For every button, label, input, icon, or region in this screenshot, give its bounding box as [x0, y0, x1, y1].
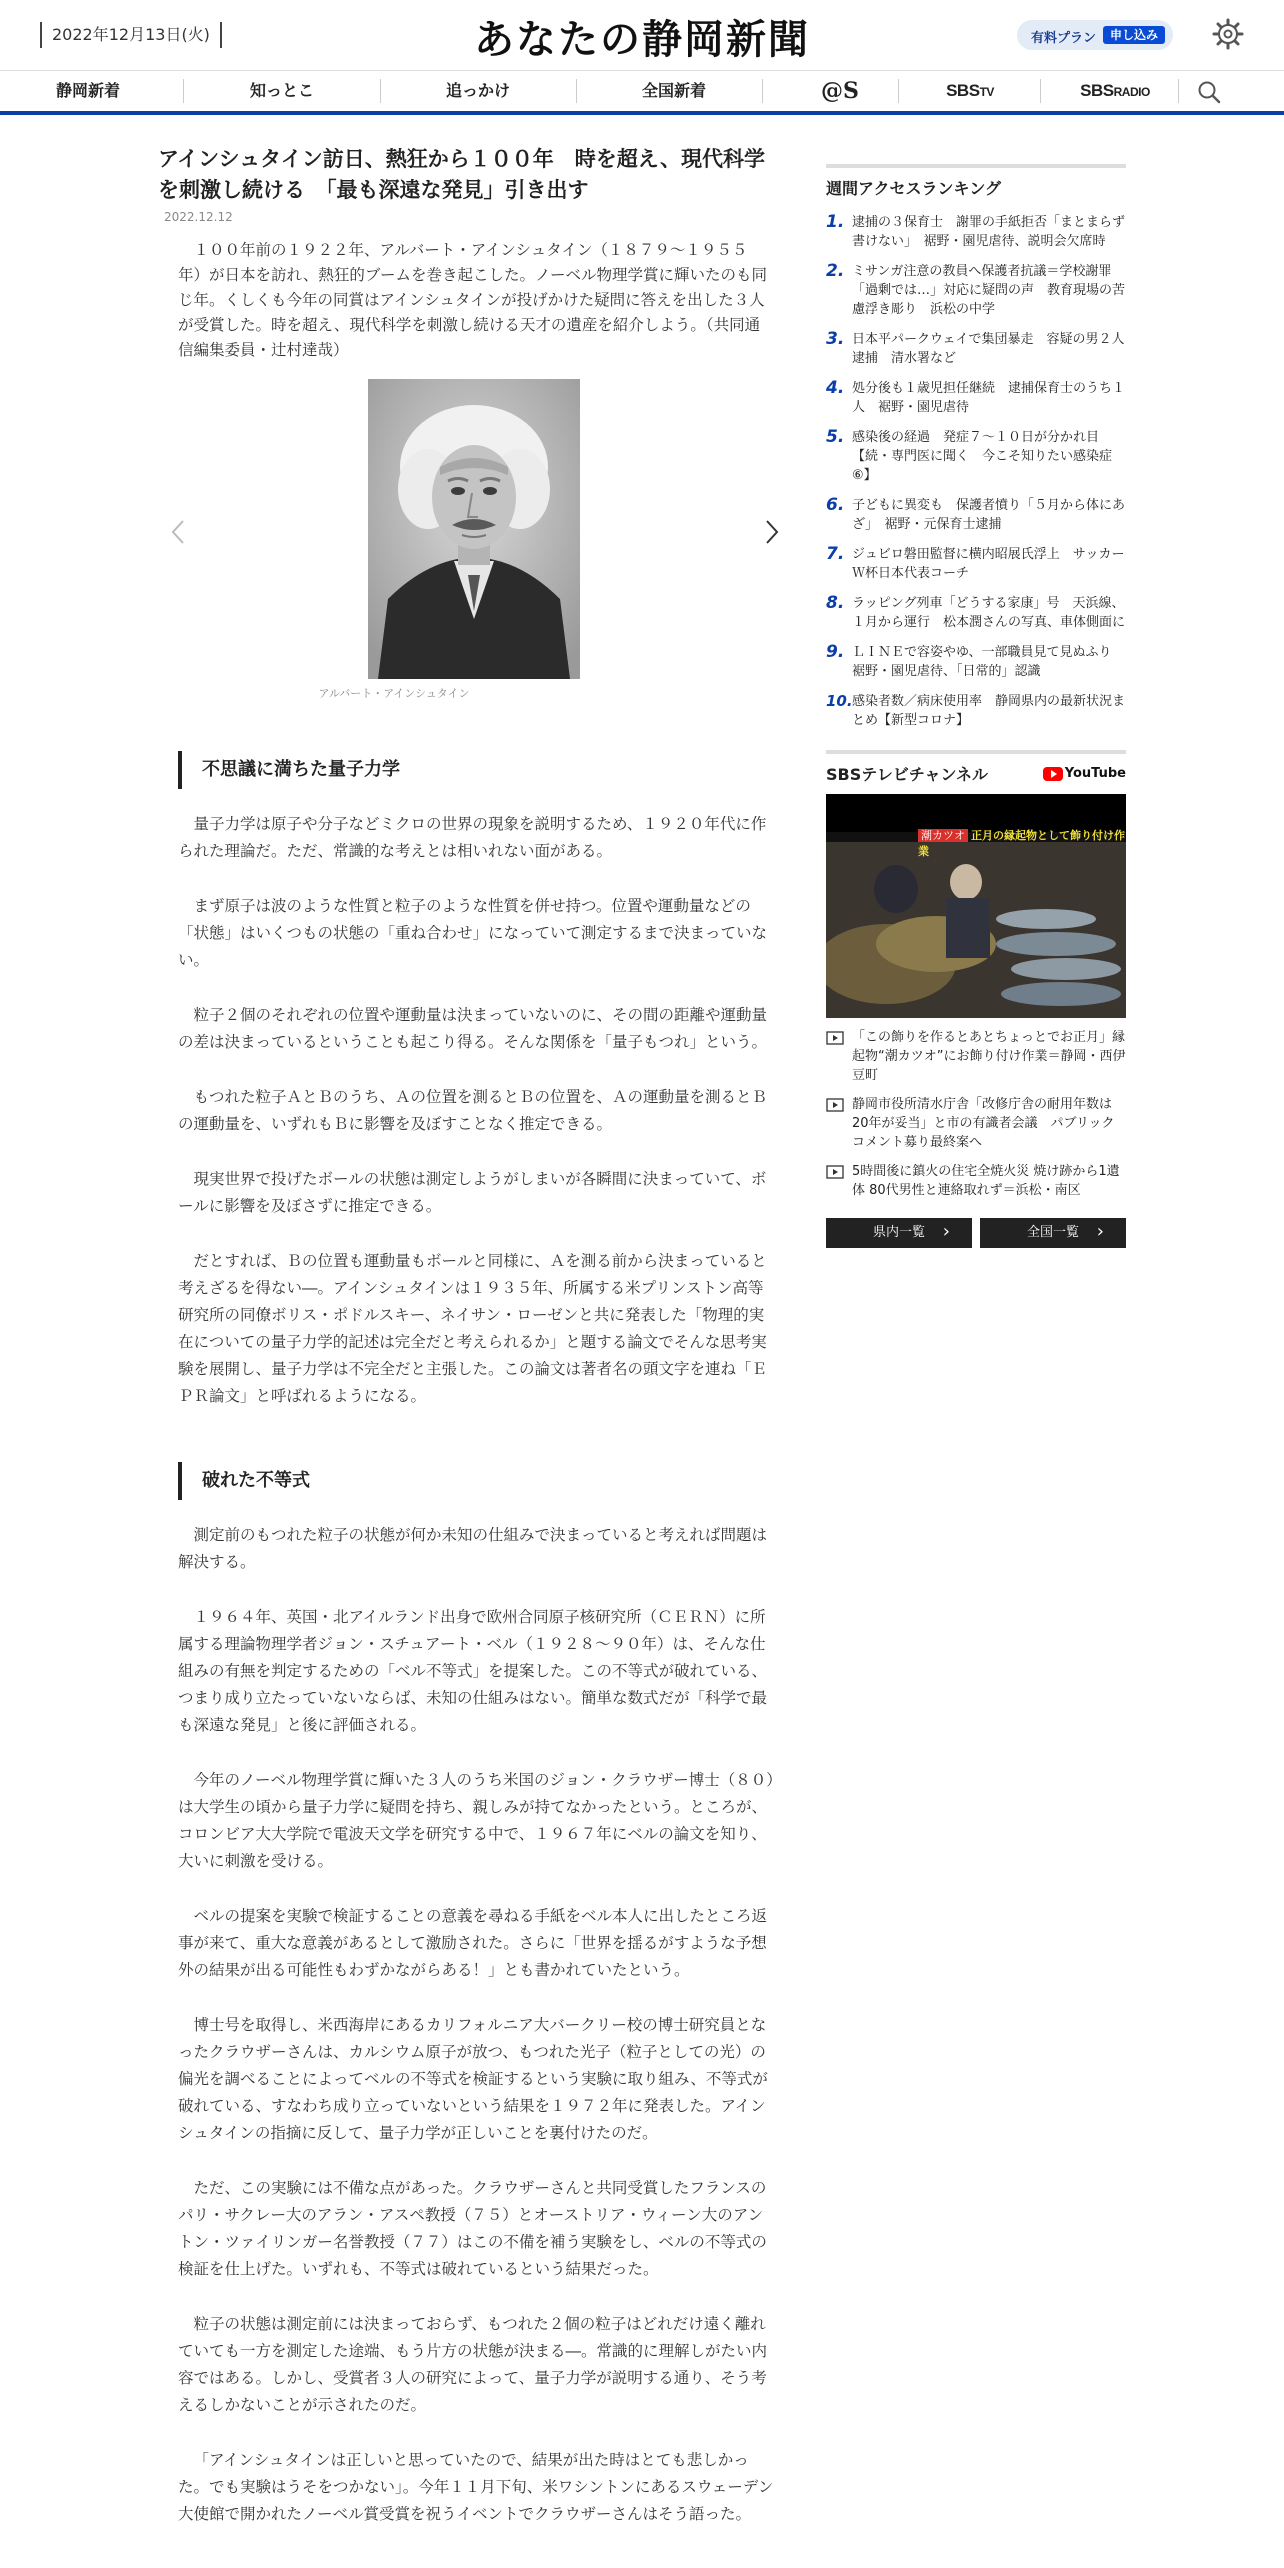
site-title[interactable]: あなたの静岡新聞 [474, 16, 810, 63]
ranking-box [826, 164, 1126, 730]
ranking-number: 10. [826, 692, 853, 710]
article-paragraph: 粒子２個のそれぞれの位置や運動量は決まっていないのに、その間の距離や運動量の差は決まっているということも起こり得る。そんな関係を「量子もつれ」という。 [178, 1006, 768, 1051]
nav-okkake[interactable]: 追っかけ [445, 81, 510, 100]
ranking-number: 3. [826, 329, 845, 349]
video-icon [826, 1165, 844, 1179]
photo-caption: アルバート・アインシュタイン [318, 687, 470, 700]
video-banner-tag: 潮カツオ [918, 829, 968, 842]
section-heading: 破れた不等式 [178, 1462, 780, 1500]
ranking-list [826, 213, 1126, 730]
ranking-item[interactable] [826, 545, 1126, 583]
nav-divider [1178, 79, 1179, 103]
ranking-item[interactable] [826, 496, 1126, 534]
video-list-item[interactable] [826, 1028, 1126, 1085]
paid-plan-label: 有料プラン [1031, 31, 1097, 46]
ranking-number: 7. [826, 544, 845, 564]
youtube-label: YouTube [1064, 766, 1126, 781]
sbs-channel-header [826, 750, 1126, 792]
video-list [826, 1028, 1126, 1200]
nav-divider [183, 79, 184, 103]
article-paragraph: ただ、この実験には不備な点があった。クラウザーさんと共同受賞したフランスのパリ・サクレー大のアラン・アスペ教授（７５）とオーストリア・ウィーン大のアントン・ツァイリンガー名誉教授（７７）はこの不備を補う実験をし、ベルの不等式の検証を仕上げた。いずれも、不等式は破れているという結果だった。 [178, 2179, 767, 2278]
site-header [0, 0, 1284, 70]
video-title: 静岡市役所清水庁舎「改修庁舎の耐用年数は20年が妥当」と市の有識者会議 パブリックコメント募り最終案へ [852, 1097, 1115, 1150]
nav-divider [1040, 79, 1041, 103]
local-list-button[interactable]: 県内一覧 › [826, 1218, 972, 1248]
ranking-text: ジュビロ磐田監督に横内昭展氏浮上 サッカーＷ杯日本代表コーチ [852, 547, 1125, 581]
article-title: アインシュタイン訪日、熱狂から１００年 時を超え、現代科学を刺激し続ける 「最も深遠な発見」引き出す [158, 147, 766, 202]
article-paragraph: ベルの提案を実験で検証することの意義を尋ねる手紙をベル本人に出したところ返事が来て、重大な意義があるとして激励された。さらに「世界を揺るがすような予想外の結果が出る可能性もわずかながらある！」とも書かれていたという。 [178, 1907, 768, 1979]
ranking-item[interactable] [826, 643, 1126, 681]
nav-shizuoka-new[interactable]: 静岡新着 [55, 81, 120, 100]
ranking-number: 1. [826, 212, 845, 232]
video-player[interactable] [826, 794, 1126, 1018]
article-paragraph: 今年のノーベル物理学賞に輝いた３人のうち米国のジョン・クラウザー博士（８０）は大学生の頃から量子力学に疑問を持ち、親しみが持てなかったという。ところが、コロンビア大大学院で電波天文学を研究する中で、１９６７年にベルの論文を知り、大いに刺激を受ける。 [178, 1771, 774, 1870]
ranking-item[interactable] [826, 213, 1126, 251]
ranking-text: 感染後の経過 発症７～１０日が分かれ目【続・専門医に聞く 今こそ知りたい感染症⑥】 [852, 430, 1113, 483]
gear-icon[interactable] [1212, 18, 1244, 50]
apply-button[interactable]: 申し込み [1103, 26, 1165, 44]
nav-sbs-radio[interactable] [1050, 71, 1180, 111]
video-banner [918, 828, 1126, 858]
youtube-icon [1043, 767, 1063, 781]
video-title: 「この飾りを作るとあとちょっとでお正月」縁起物“潮カツオ”にお飾り付け作業＝静岡・西伊豆町 [852, 1030, 1126, 1083]
nav-shittoko[interactable]: 知っとこ [249, 81, 314, 100]
article-paragraph: １９６４年、英国・北アイルランド出身で欧州合同原子核研究所（ＣＥＲＮ）に所属する理論物理学者ジョン・スチュアート・ベル（１９２８～９０年）は、そんな仕組みの有無を判定するための「ベル不等式」を提案した。この不等式が破れている、つまり成り立たっていないならば、未知の仕組みはない。簡単な数式だが「科学で最も深遠な発見」と後に評価される。 [178, 1608, 768, 1734]
chevron-left-icon[interactable] [170, 519, 186, 545]
einstein-photo[interactable] [368, 379, 580, 679]
chevron-right-icon[interactable] [764, 519, 780, 545]
nav-sbs-tv[interactable] [910, 71, 1030, 111]
article-paragraph: 粒子の状態は測定前には決まっておらず、もつれた２個の粒子はどれだけ遠く離れていても一方を測定した途端、もう片方の状態が決まる―。常識的に理解しがたい内容ではある。しかし、受賞者３人の研究によって、量子力学が説明する通り、そう考えるしかないことが示されたのだ。 [178, 2315, 768, 2414]
article-paragraph: 「アインシュタインは正しいと思っていたので、結果が出た時はとても悲しかった。でも実験はうそをつかない」。今年１１月下旬、米ワシントンにあるスウェーデン大使館で開かれたノーベル賞受賞を祝うイベントでクラウザーさんはそう語った。 [178, 2451, 774, 2523]
photo-carousel [158, 379, 780, 699]
ranking-text: ラッピング列車「どうする家康」号 天浜線、１月から運行 松本潤さんの写真、車体側面に [852, 596, 1126, 630]
list-buttons [826, 1218, 1126, 1248]
article-paragraph: もつれた粒子ＡとＢのうち、Ａの位置を測るとＢの位置を、Ａの運動量を測るとＢの運動量を、いずれもＢに影響を及ぼすことなく推定できる。 [178, 1088, 768, 1133]
ranking-number: 4. [826, 378, 845, 398]
video-icon [826, 1098, 844, 1112]
sidebar [826, 164, 1126, 1248]
video-list-item[interactable] [826, 1095, 1126, 1152]
section-heading: 不思議に満ちた量子力学 [178, 751, 780, 789]
ranking-item[interactable] [826, 594, 1126, 632]
ranking-number: 5. [826, 427, 845, 447]
ranking-number: 2. [826, 261, 845, 281]
ranking-text: 子どもに異変も 保護者憤り「５月から体にあざ」 裾野・元保育士逮捕 [852, 498, 1126, 532]
ranking-text: 日本平パークウェイで集団暴走 容疑の男２人逮捕 清水署など [852, 332, 1125, 366]
sbs-radio-text: SBS [1080, 81, 1114, 100]
article-paragraph: 量子力学は原子や分子などミクロの世界の現象を説明するため、１９２０年代に作られた理論だ。ただ、常識的な考えとは相いれない面がある。 [178, 815, 767, 860]
sbs-tv-logo [946, 81, 994, 100]
header-date: 2022年12月13日(火) [40, 22, 222, 48]
nav-divider [380, 79, 381, 103]
ranking-item[interactable] [826, 428, 1126, 485]
nav-divider [576, 79, 577, 103]
search-icon[interactable] [1196, 79, 1222, 105]
article-paragraph: 測定前のもつれた粒子の状態が何か未知の仕組みで決まっていると考えれば問題は解決する。 [178, 1526, 768, 1571]
ranking-text: ＬＩＮＥで容姿やゆ、一部職員見て見ぬふり 裾野・園児虐待、「日常的」認識 [852, 645, 1125, 679]
ranking-number: 8. [826, 593, 845, 613]
ranking-item[interactable] [826, 379, 1126, 417]
ranking-title: 週間アクセスランキング [826, 179, 1002, 198]
nav-at-s-logo[interactable] [790, 71, 890, 111]
nav-divider [762, 79, 763, 103]
sbs-tv-suffix: TV [979, 85, 994, 99]
article-paragraph: 現実世界で投げたボールの状態は測定しようがしまいが各瞬間に決まっていて、ボールに影響を及ぼさずに推定できる。 [178, 1170, 767, 1215]
article-lead: １００年前の１９２２年、アルバート・アインシュタイン（１８７９～１９５５年）が日本を訪れ、熱狂的ブームを巻き起こした。ノーベル物理学賞に輝いたのも同じ年。くしくも今年の同賞はアインシュタインが投げかけた疑問に答えを出した３人が受賞した。時を超え、現代科学を刺激し続ける天才の遺産を紹介しよう。（共同通信編集委員・辻村達哉） [178, 241, 768, 359]
main-nav [0, 70, 1284, 115]
ranking-text: 処分後も１歳児担任継続 逮捕保育士のうち１人 裾野・園児虐待 [852, 381, 1126, 415]
ranking-item[interactable] [826, 692, 1126, 730]
ranking-text: ミサンガ注意の教員へ保護者抗議＝学校謝罪「過剰では…」対応に疑問の声 教育現場の苦慮浮き彫り 浜松の中学 [852, 264, 1126, 317]
paid-plan-pill[interactable] [1017, 20, 1173, 50]
video-title: 5時間後に鎮火の住宅全焼火災 焼け跡から1遺体 80代男性と連絡取れず＝浜松・南区 [852, 1164, 1120, 1198]
ranking-number: 9. [826, 642, 845, 662]
at-s-logo-text: @S [821, 78, 859, 104]
article-paragraph: 博士号を取得し、米西海岸にあるカリフォルニア大バークリー校の博士研究員となったクラウザーさんは、カルシウム原子が放つ、もつれた光子（粒子としての光）の偏光を調べることによってベルの不等式を検証するという実験に取り組み、不等式が破れている、すなわち成り立っていないという結果を１９７２年に発表した。アインシュタインの指摘に反して、量子力学が正しいことを裏付けたのだ。 [178, 2016, 768, 2142]
nav-divider [898, 79, 899, 103]
video-list-item[interactable] [826, 1162, 1126, 1200]
sbs-radio-logo [1080, 81, 1150, 100]
ranking-item[interactable] [826, 330, 1126, 368]
sbs-radio-suffix: RADIO [1113, 85, 1150, 99]
article-paragraph: だとすれば、Ｂの位置も運動量もボールと同様に、Ａを測る前から決まっていると考えざるを得ない―。アインシュタインは１９３５年、所属する米プリンストン高等研究所の同僚ボリス・ポドルスキー、ネイサン・ローゼンと共に発表した「物理的実在についての量子力学的記述は完全だと考えられるか」と題する論文でそんな思考実験を展開し、量子力学は不完全だと主張した。この論文は著者名の頭文字を連ね「ＥＰＲ論文」と呼ばれるようになる。 [178, 1252, 768, 1405]
video-banner-text: 正月の縁起物として飾り付け作業 [918, 829, 1125, 858]
article-date: 2022.12.12 [164, 210, 233, 224]
article-paragraph: まず原子は波のような性質と粒子のような性質を併せ持つ。位置や運動量などの「状態」はいくつもの状態の「重ね合わせ」になっていて測定するまで決まっていない。 [178, 897, 768, 969]
video-icon [826, 1031, 844, 1045]
ranking-text: 感染者数／病床使用率 静岡県内の最新状況まとめ【新型コロナ】 [852, 694, 1126, 728]
national-list-button[interactable]: 全国一覧 › [980, 1218, 1126, 1248]
article [158, 144, 780, 2528]
youtube-link[interactable] [1043, 766, 1126, 781]
ranking-number: 6. [826, 495, 845, 515]
ranking-text: 逮捕の３保育士 謝罪の手紙拒否「まとまらず書けない」 裾野・園児虐待、説明会欠席時 [852, 215, 1126, 249]
ranking-item[interactable] [826, 262, 1126, 319]
sbs-tv-text: SBS [946, 81, 980, 100]
nav-national-new[interactable]: 全国新着 [641, 81, 706, 100]
sbs-channel-title: SBSテレビチャンネル [826, 765, 988, 784]
